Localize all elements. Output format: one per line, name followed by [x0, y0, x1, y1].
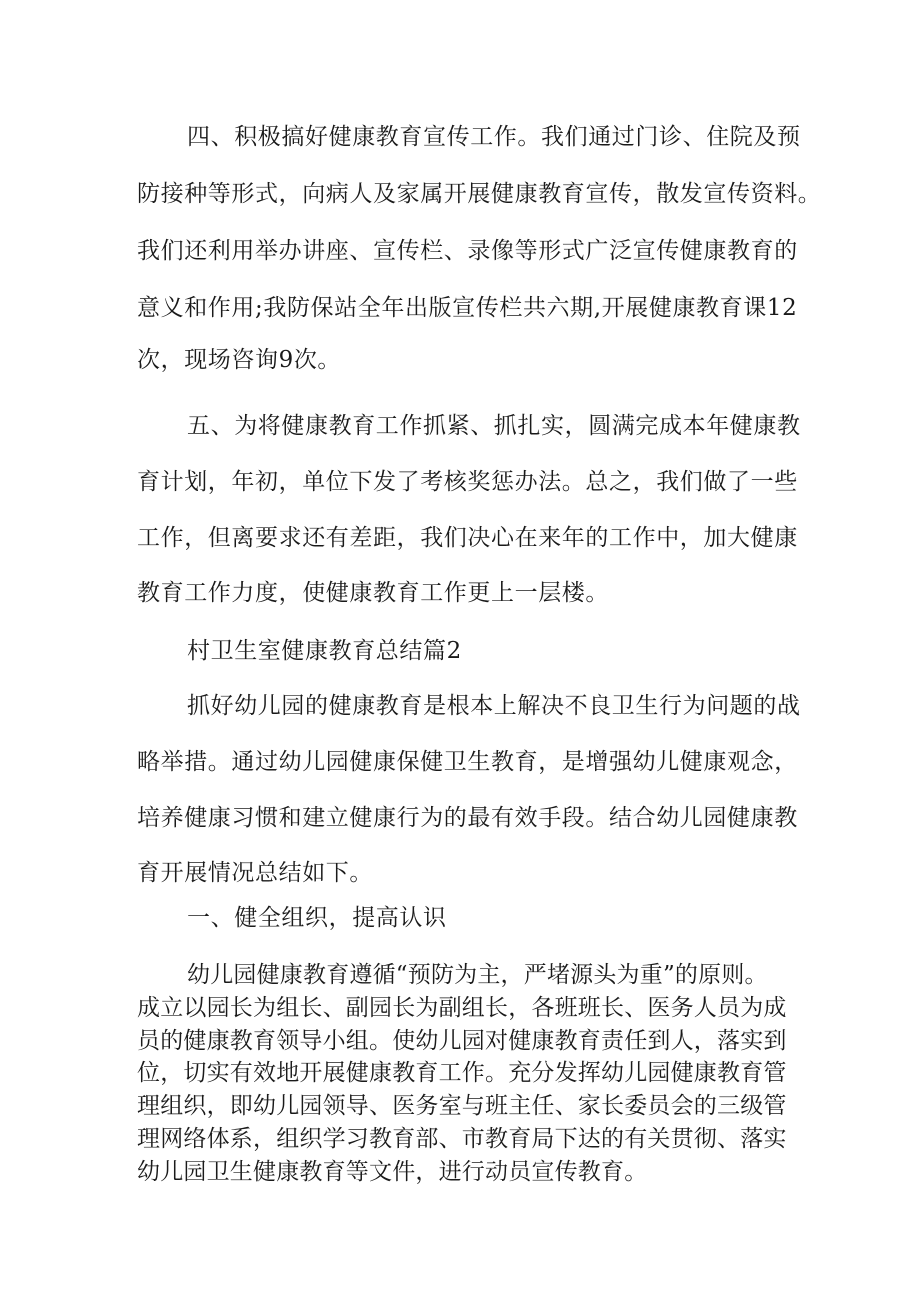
text-line: 理网络体系，组织学习教育部、市教育局下达的有关贯彻、落实 [137, 1126, 787, 1152]
text-line: 四、积极搞好健康教育宣传工作。我们通过门诊、住院及预 [187, 124, 801, 150]
text-line: 育计划，年初，单位下发了考核奖惩办法。总之，我们做了一些 [137, 469, 798, 495]
section-heading: 村卫生室健康教育总结篇2 [187, 638, 462, 664]
text-line: 我们还利用举办讲座、宣传栏、录像等形式广泛宣传健康教育的 [137, 238, 798, 264]
text-line: 意义和作用;我防保站全年出版宣传栏共六期,开展健康教育课12 [137, 295, 798, 321]
text-line: 五、为将健康教育工作抓紧、抓扎实，圆满完成本年健康教 [187, 413, 801, 439]
text-line: 抓好幼儿园的健康教育是根本上解决不良卫生行为问题的战 [187, 693, 801, 719]
text-line: 幼儿园健康教育遵循“预防为主，严堵源头为重”的原则。 [187, 962, 768, 988]
text-line: 防接种等形式，向病人及家属开展健康教育宣传，散发宣传资料。 [137, 181, 822, 207]
text-line: 育开展情况总结如下。 [137, 860, 373, 886]
text-line: 理组织，即幼儿园领导、医务室与班主任、家长委员会的三级管 [137, 1093, 787, 1119]
text-line: 员的健康教育领导小组。使幼儿园对健康教育责任到人，落实到 [137, 1028, 787, 1054]
text-line: 成立以园长为组长、副园长为副组长，各班班长、医务人员为成 [137, 995, 787, 1021]
text-line: 位，切实有效地开展健康教育工作。充分发挥幼儿园健康教育管 [137, 1060, 787, 1086]
text-line: 教育工作力度，使健康教育工作更上一层楼。 [137, 580, 609, 606]
text-line: 培养健康习惯和建立健康行为的最有效手段。结合幼儿园健康教 [137, 805, 798, 831]
text-line: 幼儿园卫生健康教育等文件，进行动员宣传教育。 [137, 1159, 648, 1185]
text-line: 工作，但离要求还有差距，我们决心在来年的工作中，加大健康 [137, 525, 798, 551]
subsection-heading: 一、健全组织，提高认识 [187, 905, 447, 931]
text-line: 略举措。通过幼儿园健康保健卫生教育，是增强幼儿健康观念， [137, 749, 798, 775]
text-line: 次，现场咨询9次。 [137, 347, 342, 373]
